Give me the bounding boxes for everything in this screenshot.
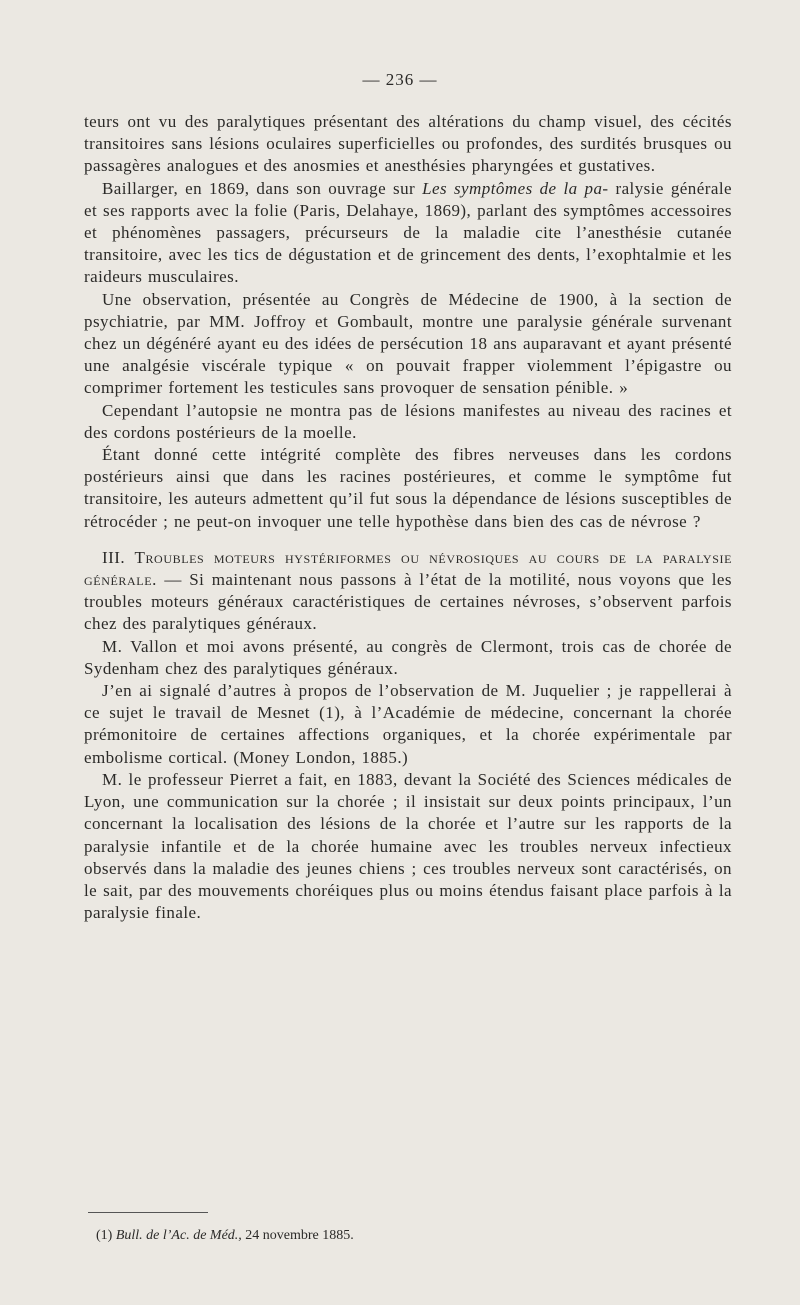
footnote-number: (1) — [96, 1228, 113, 1243]
paragraph — [84, 547, 732, 636]
book-title-cont: ralysie générale et ses rapports avec la folie (Paris, Delahaye, 1869), parlant des symptômes accessoires et phénomènes passagers, précurseurs de la maladie cite l’anesthésie cutanée transitoire, avec les tics de dégustation et de grincement des dents, l’exophtalmie et les raideurs musculaires. — [84, 178, 733, 287]
book-title: Les symptômes de la pa- — [422, 178, 609, 198]
paragraph: J’en ai signalé d’autres à propos de l’observation de M. Juquelier ; je rappellerai à ce sujet le travail de Mesnet (1), à l’Académie de médecine, concernant la chorée prémonitoire de certaines affections organiques, et la chorée expérimentale par embolisme cortical. (Money London, 1885.) — [84, 681, 732, 767]
paragraph: teurs ont vu des paralytiques présentant des altérations du champ visuel, des cécités transitoires sans lésions oculaires superficielles ou profondes, des surdités brusques ou passagères analogues et des anosmies et anesthésies pharyngées et gustatives. — [84, 112, 732, 176]
paragraph — [84, 178, 732, 289]
paragraph: Cependant l’autopsie ne montra pas de lésions manifestes au niveau des racines et des cordons postérieurs de la moelle. — [84, 400, 732, 442]
page-number-header: — 236 — — [362, 70, 438, 89]
section-number: III. — [102, 547, 126, 567]
paragraph: M. le professeur Pierret a fait, en 1883, devant la Société des Sciences médicales de Lyon, une communication sur la chorée ; il insistait sur deux points principaux, l’un concernant la localisation des lésions de la chorée et l’autre sur les rapports de la paralysie infantile et de la chorée humaine avec les troubles nerveux infectieux observés dans la maladie des jeunes chiens ; ces troubles nerveux sont caractérisés, on le sait, par des mouvements choréiques plus ou moins étendus faisant place parfois à la paralysie finale. — [84, 769, 732, 923]
footnote-reference: Bull. de l’Ac. de Méd., — [115, 1228, 242, 1243]
paragraph: M. Vallon et moi avons présenté, au congrès de Clermont, trois cas de chorée de Sydenham chez des paralytiques généraux. — [84, 636, 732, 678]
body-text — [84, 111, 732, 924]
section-heading: Troubles moteurs hystériformes ou névrosiques au cours de la paralysie générale. — [84, 547, 732, 590]
paragraph-lead: Baillarger, en 1869, dans son ouvrage sur — [102, 178, 423, 198]
paragraph: Une observation, présentée au Congrès de Médecine de 1900, à la section de psychiatrie, par MM. Joffroy et Gombault, montre une paralysie générale survenant chez un dégénéré ayant eu des idées de persécution 18 ans auparavant et ayant présenté une analgésie viscérale typique « on pouvait frapper violemment l’épigastre ou comprimer fortement les testicules sans provoquer de sensation pénible. » — [84, 289, 732, 398]
footnote-divider — [88, 1212, 208, 1213]
section-text: — Si maintenant nous passons à l’état de la motilité, nous voyons que les troubles moteurs généraux caractéristiques de certaines névroses, s’observent parfois chez des paralytiques généraux. — [84, 570, 732, 634]
paragraph: Étant donné cette intégrité complète des fibres nerveuses dans les cordons postérieurs ainsi que dans les racines postérieures, et comme le symptôme fut transitoire, les auteurs admettent qu’il fut sous la dépendance de lésions susceptibles de rétrocéder ; ne peut-on invoquer une telle hypothèse dans bien des cas de névrose ? — [84, 445, 732, 531]
footnote — [96, 1227, 736, 1245]
footnote-text: 24 novembre 1885. — [241, 1228, 354, 1243]
